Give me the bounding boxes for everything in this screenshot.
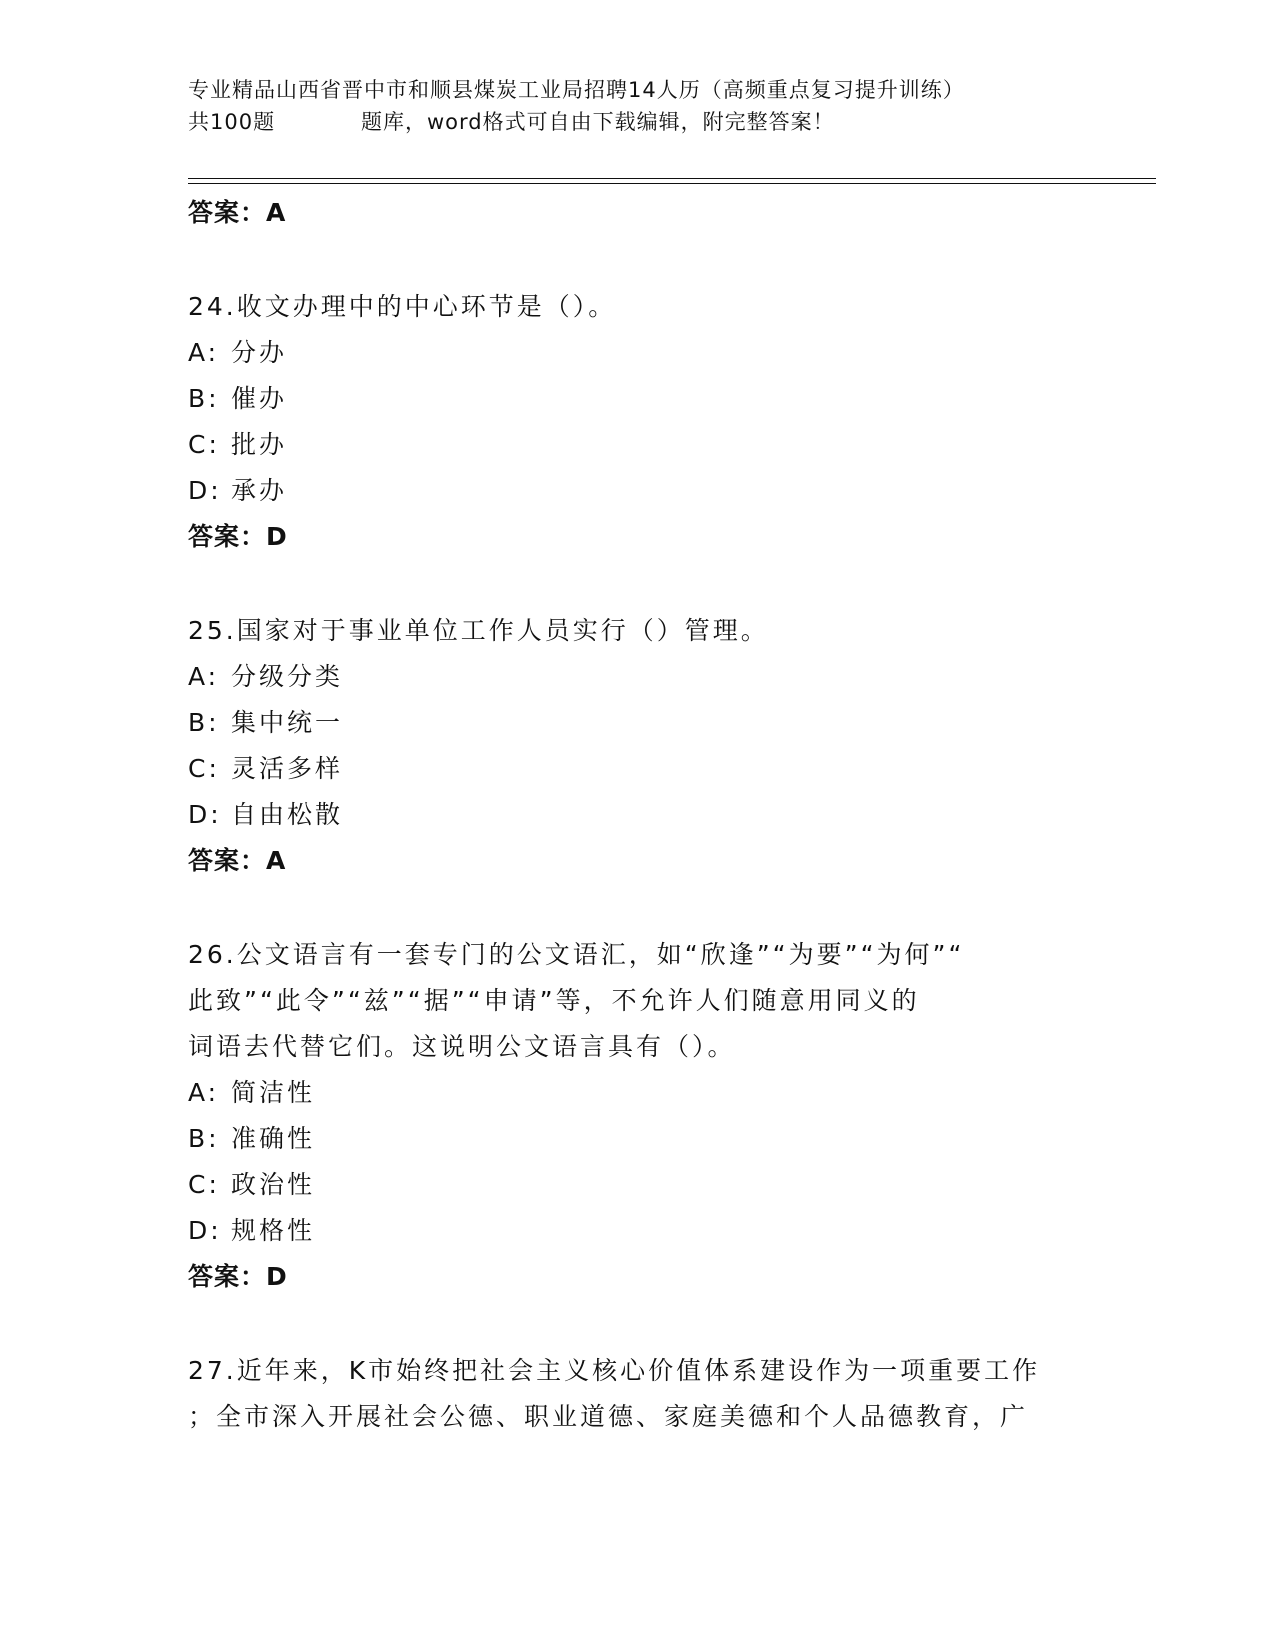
option-d bbox=[188, 468, 1088, 514]
option-b bbox=[188, 700, 1088, 746]
option-text: 政治性 bbox=[231, 1170, 316, 1199]
option-letter: A: bbox=[188, 338, 220, 367]
option-text: 催办 bbox=[231, 384, 288, 413]
option-letter: C: bbox=[188, 754, 220, 783]
header-description: 题库，word格式可自由下载编辑，附完整答案！ bbox=[361, 110, 835, 134]
option-text: 批办 bbox=[231, 430, 288, 459]
question-stem-line: 词语去代替它们。这说明公文语言具有（）。 bbox=[188, 1032, 736, 1061]
option-a bbox=[188, 330, 1088, 376]
option-b bbox=[188, 376, 1088, 422]
page-header bbox=[188, 74, 1088, 138]
header-question-count: 共100题 bbox=[188, 110, 276, 134]
option-letter: B: bbox=[188, 384, 220, 413]
header-divider-top bbox=[188, 178, 1156, 179]
question-24 bbox=[188, 284, 1088, 560]
option-text: 分办 bbox=[231, 338, 288, 367]
question-stem: 25.国家对于事业单位工作人员实行（）管理。 bbox=[188, 616, 769, 645]
option-letter: D: bbox=[188, 1216, 222, 1245]
question-25 bbox=[188, 608, 1088, 884]
option-letter: B: bbox=[188, 1124, 220, 1153]
option-a bbox=[188, 654, 1088, 700]
question-26 bbox=[188, 932, 1088, 1300]
option-text: 准确性 bbox=[231, 1124, 316, 1153]
option-text: 自由松散 bbox=[231, 800, 344, 829]
option-a bbox=[188, 1070, 1088, 1116]
question-stem-line: 26.公文语言有一套专门的公文语汇，如“欣逢”“为要”“为何”“ bbox=[188, 940, 965, 969]
option-d bbox=[188, 1208, 1088, 1254]
question-stem-line: ；全市深入开展社会公德、职业道德、家庭美德和个人品德教育，广 bbox=[188, 1402, 1029, 1431]
answer: 答案：D bbox=[188, 1262, 288, 1291]
option-c bbox=[188, 746, 1088, 792]
option-text: 规格性 bbox=[231, 1216, 316, 1245]
question-list bbox=[188, 190, 1088, 1440]
option-letter: D: bbox=[188, 476, 222, 505]
option-letter: C: bbox=[188, 430, 220, 459]
answer: 答案：A bbox=[188, 846, 287, 875]
option-letter: B: bbox=[188, 708, 220, 737]
header-title: 专业精品山西省晋中市和顺县煤炭工业局招聘14人历（高频重点复习提升训练） bbox=[188, 78, 965, 102]
answer: 答案：D bbox=[188, 522, 288, 551]
option-letter: D: bbox=[188, 800, 222, 829]
option-letter: C: bbox=[188, 1170, 220, 1199]
option-text: 分级分类 bbox=[231, 662, 344, 691]
option-text: 简洁性 bbox=[231, 1078, 316, 1107]
header-divider-bottom bbox=[188, 183, 1156, 184]
previous-answer: 答案：A bbox=[188, 198, 287, 227]
option-c bbox=[188, 422, 1088, 468]
header-subtitle bbox=[188, 106, 1088, 138]
option-c bbox=[188, 1162, 1088, 1208]
question-27 bbox=[188, 1348, 1088, 1440]
option-text: 集中统一 bbox=[231, 708, 344, 737]
option-b bbox=[188, 1116, 1088, 1162]
question-stem-line: 27.近年来，K市始终把社会主义核心价值体系建设作为一项重要工作 bbox=[188, 1356, 1041, 1385]
question-stem: 24.收文办理中的中心环节是（）。 bbox=[188, 292, 617, 321]
option-text: 灵活多样 bbox=[231, 754, 344, 783]
option-text: 承办 bbox=[231, 476, 288, 505]
question-stem-line: 此致”“此令”“兹”“据”“申请”等，不允许人们随意用同义的 bbox=[188, 986, 920, 1015]
option-letter: A: bbox=[188, 1078, 220, 1107]
option-d bbox=[188, 792, 1088, 838]
option-letter: A: bbox=[188, 662, 220, 691]
